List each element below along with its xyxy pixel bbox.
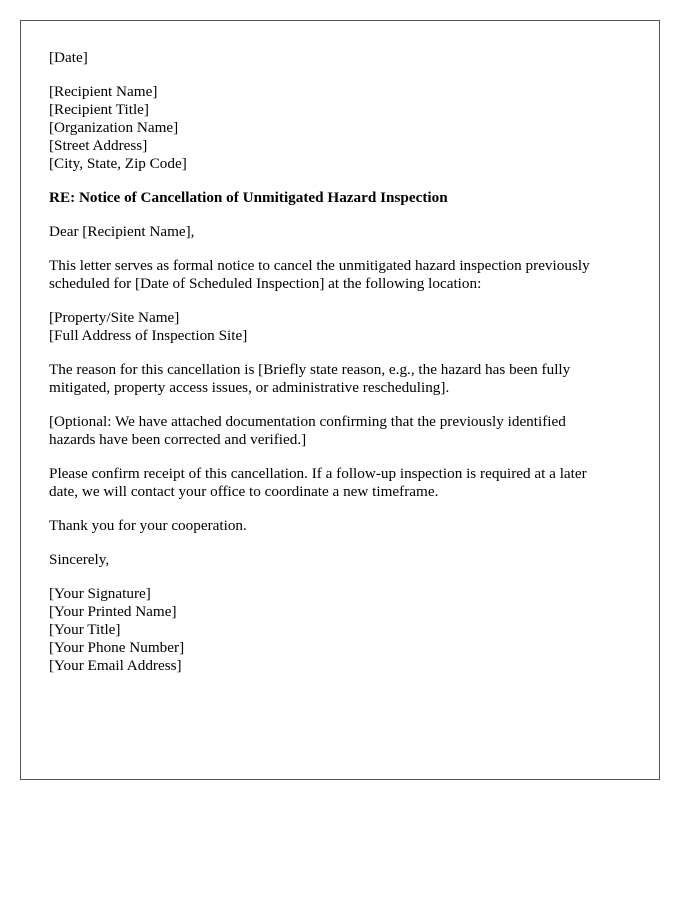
reason-paragraph: [49, 361, 631, 397]
optional-paragraph: [49, 413, 631, 449]
thanks-line: Thank you for your cooperation.: [49, 517, 247, 534]
reason-line-2: mitigated, property access issues, or administrative rescheduling].: [49, 379, 450, 396]
notice-paragraph: [49, 257, 631, 293]
site-name: [Property/Site Name]: [49, 309, 180, 326]
date-block: [49, 49, 631, 67]
sender-printed-name: [Your Printed Name]: [49, 603, 177, 620]
recipient-title: [Recipient Title]: [49, 101, 149, 118]
notice-line-2: scheduled for [Date of Scheduled Inspection] at the following location:: [49, 275, 482, 292]
site-address: [Full Address of Inspection Site]: [49, 327, 248, 344]
recipient-organization: [Organization Name]: [49, 119, 179, 136]
letter-date: [Date]: [49, 49, 88, 66]
optional-line-1: [Optional: We have attached documentation confirming that the previously identified: [49, 413, 566, 430]
letter-page: [20, 20, 660, 780]
confirm-line-2: date, we will contact your office to coordinate a new timeframe.: [49, 483, 439, 500]
recipient-street: [Street Address]: [49, 137, 148, 154]
optional-line-2: hazards have been corrected and verified.]: [49, 431, 307, 448]
salutation: Dear [Recipient Name],: [49, 223, 195, 240]
reason-line-1: The reason for this cancellation is [Briefly state reason, e.g., the hazard has been fully: [49, 361, 571, 378]
confirm-line-1: Please confirm receipt of this cancellation. If a follow-up inspection is required at a later: [49, 465, 587, 482]
confirm-paragraph: [49, 465, 631, 501]
notice-line-1: This letter serves as formal notice to cancel the unmitigated hazard inspection previously: [49, 257, 590, 274]
sender-block: [49, 585, 631, 675]
subject-line: RE: Notice of Cancellation of Unmitigated Hazard Inspection: [49, 189, 448, 206]
sender-email: [Your Email Address]: [49, 657, 182, 674]
site-block: [49, 309, 631, 345]
sender-title: [Your Title]: [49, 621, 121, 638]
sender-phone: [Your Phone Number]: [49, 639, 185, 656]
recipient-city-state-zip: [City, State, Zip Code]: [49, 155, 187, 172]
recipient-address-block: [49, 83, 631, 173]
closing-line: Sincerely,: [49, 551, 110, 568]
sender-signature: [Your Signature]: [49, 585, 151, 602]
recipient-name: [Recipient Name]: [49, 83, 158, 100]
